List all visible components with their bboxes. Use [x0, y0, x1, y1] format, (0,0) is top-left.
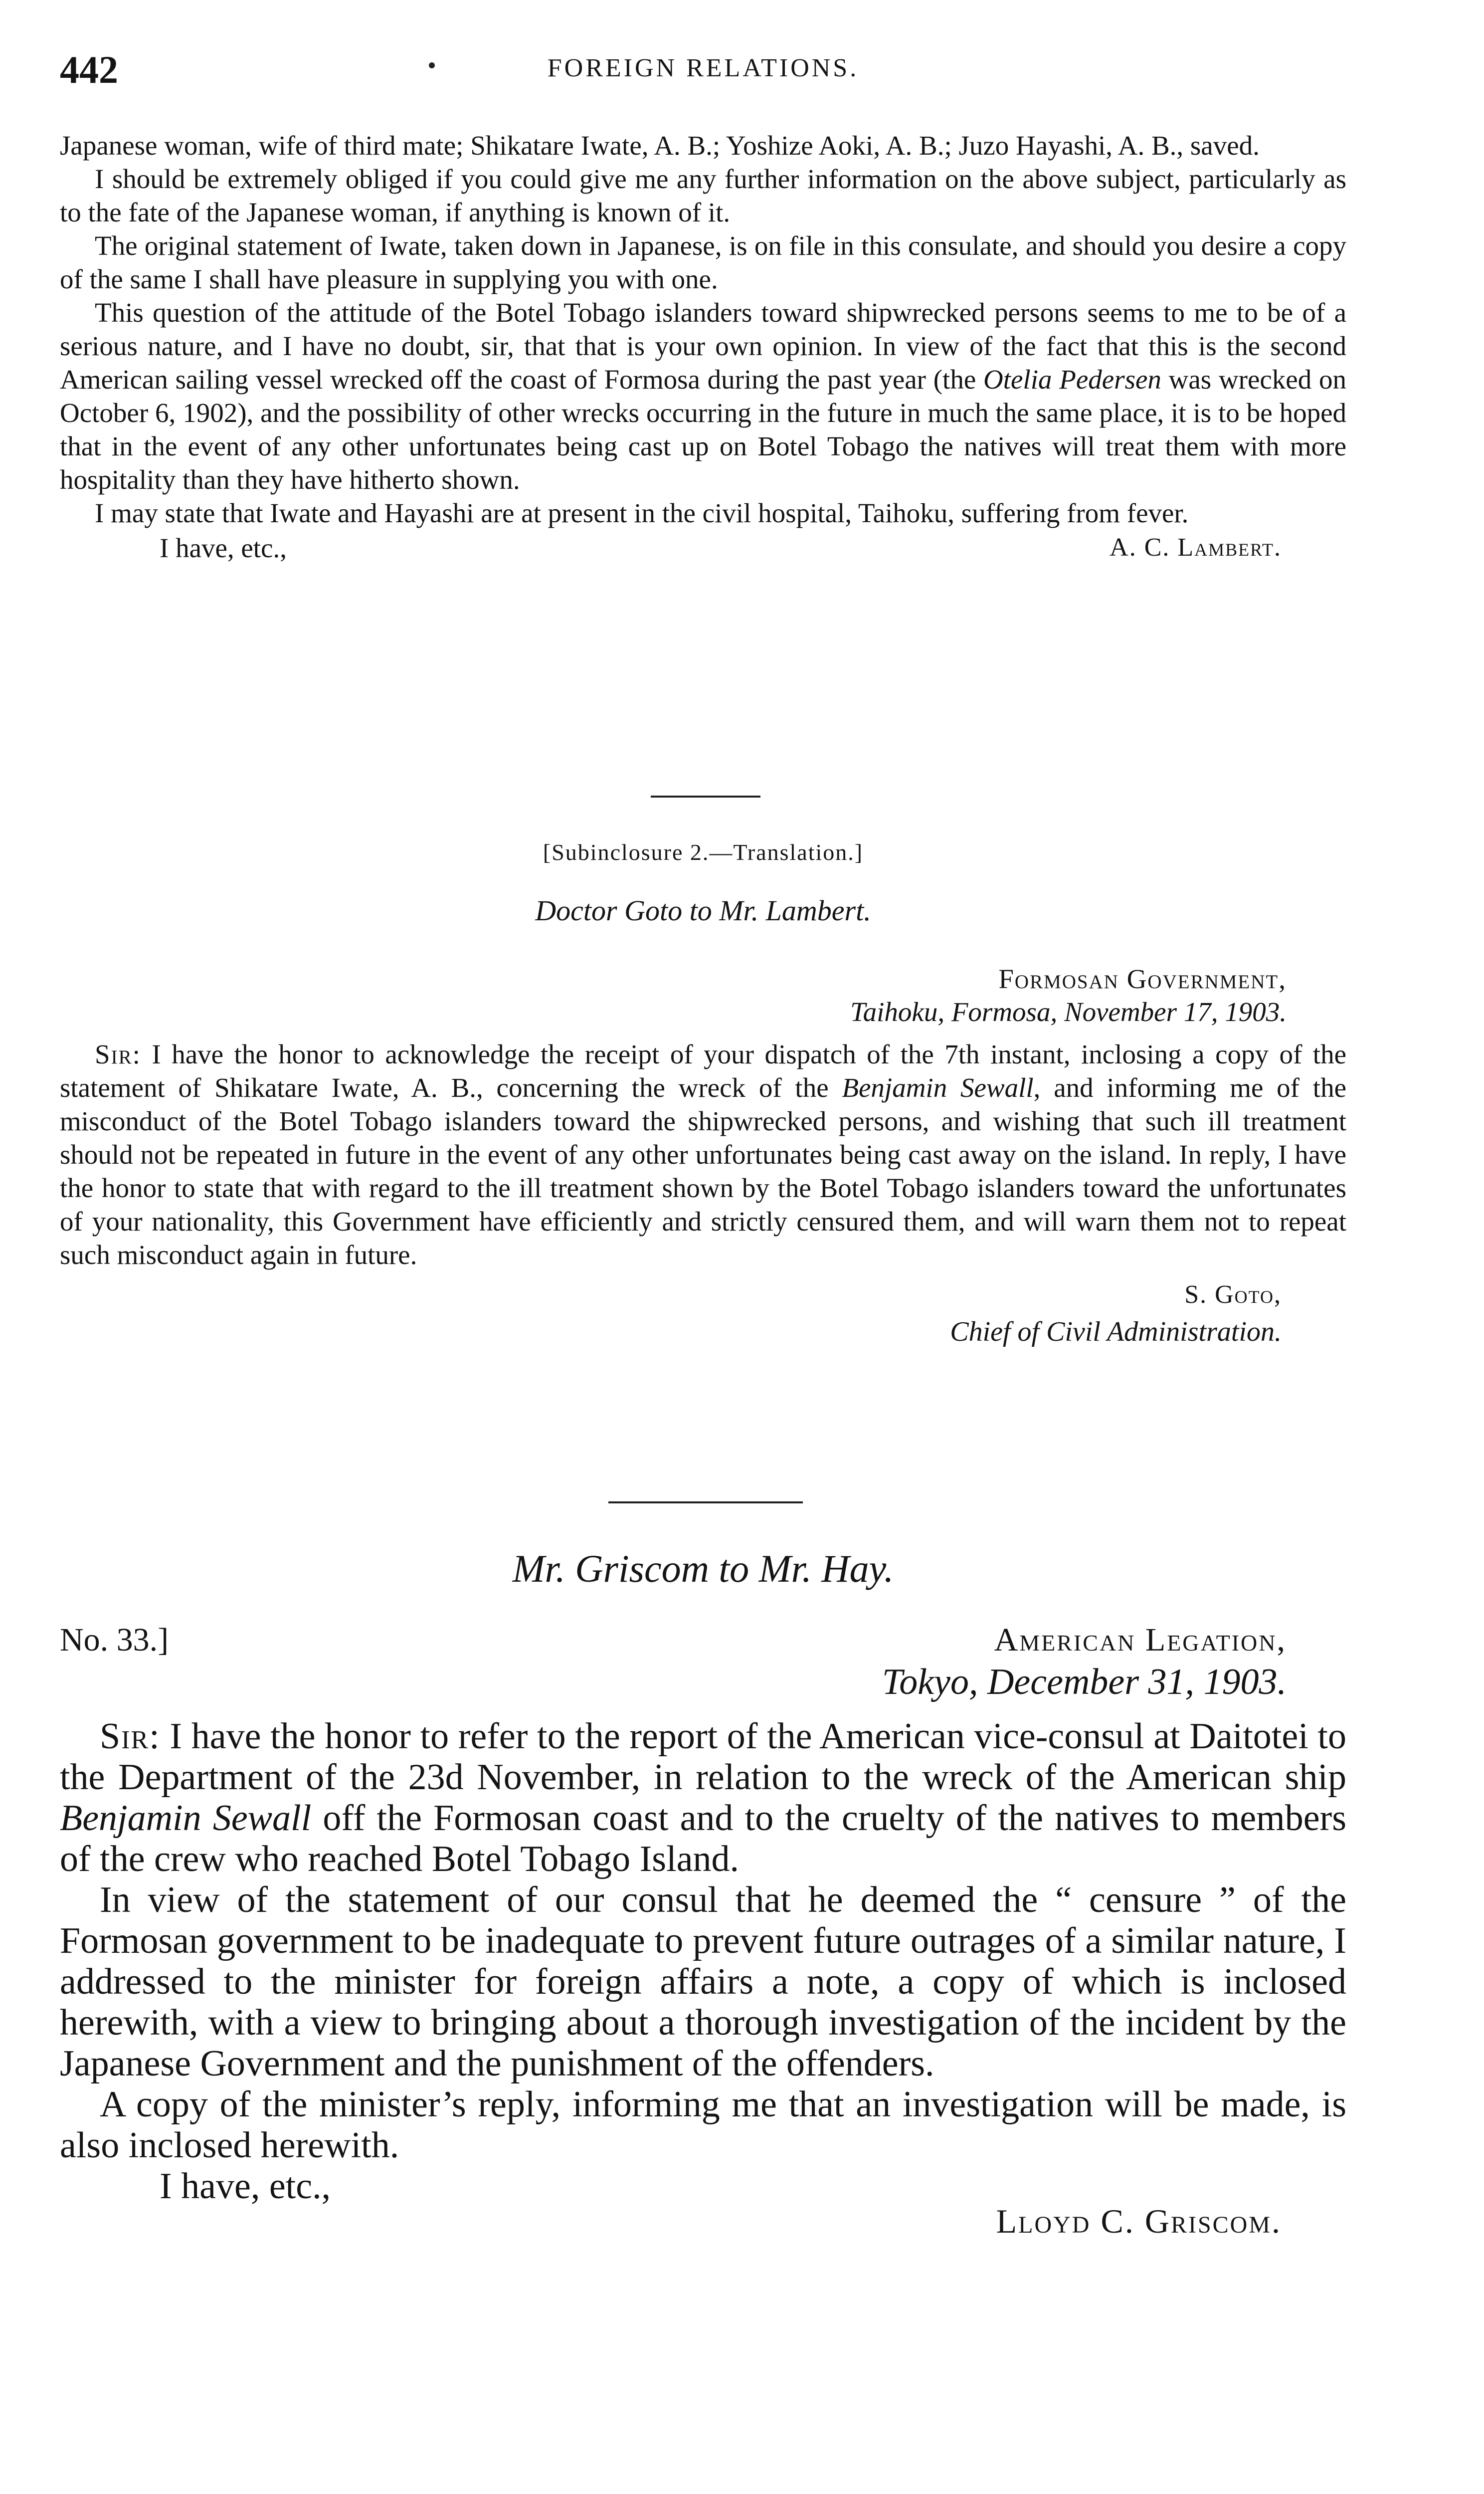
- goto-letter: [60, 1038, 1346, 1350]
- lambert-letter-continuation: [60, 129, 1346, 564]
- divider-rule: [608, 1501, 803, 1503]
- paragraph: I should be extremely obliged if you could give me any further information on the above subject, particularly as to the fate of the Japanese woman, if anything is known of it.: [60, 164, 1346, 227]
- running-title: FOREIGN RELATIONS.: [547, 54, 859, 82]
- document-page: [60, 0, 1346, 2494]
- ship-name: Benjamin Sewall: [842, 1072, 1034, 1103]
- paragraph: I may state that Iwate and Hayashi are at present in the civil hospital, Taihoku, suffering from fever.: [95, 498, 1189, 528]
- signature-name: S. Goto,: [1184, 1280, 1282, 1309]
- salutation: Sir:: [100, 1716, 161, 1757]
- salutation: Sir:: [95, 1039, 141, 1069]
- ship-name: Benjamin Sewall: [60, 1798, 312, 1839]
- legation-name: American Legation,: [994, 1622, 1287, 1658]
- paragraph: Japanese woman, wife of third mate; Shikatare Iwate, A. B.; Yoshize Aoki, A. B.; Juzo Hayashi, A. B., saved.: [60, 130, 1260, 161]
- dateline-place-date: Tokyo, December 31, 1903.: [882, 1662, 1287, 1702]
- dateline-goto: [850, 963, 1287, 1029]
- dateline-griscom: [60, 1621, 1346, 1666]
- signature-griscom: Lloyd C. Griscom.: [996, 2202, 1282, 2240]
- signature-goto: [60, 1276, 1346, 1350]
- dispatch-number: No. 33.]: [60, 1622, 169, 1658]
- closing-lambert: I have, etc.,: [160, 533, 287, 563]
- subinclosure-label: [Subinclosure 2.—Translation.]: [543, 839, 864, 865]
- letter-heading-griscom: Mr. Griscom to Mr. Hay.: [512, 1547, 894, 1590]
- signature-title: Chief of Civil Administration.: [950, 1316, 1282, 1347]
- closing-griscom: I have, etc.,: [160, 2166, 331, 2207]
- signature-lambert: A. C. Lambert.: [1110, 533, 1282, 562]
- dateline-office: Formosan Government,: [998, 964, 1287, 994]
- page-number: 442: [60, 48, 118, 91]
- letter-heading-goto: Doctor Goto to Mr. Lambert.: [535, 894, 871, 927]
- ship-name: Otelia Pedersen: [983, 364, 1161, 395]
- running-head: [60, 47, 1346, 97]
- paragraph: In view of the statement of our consul that he deemed the “ censure ” of the Formosan government to be inadequate to prevent future outrages of a similar nature, I addressed to the minister for foreign affairs a note, a copy of which is inclosed herewith, with a view to bringing about a thorough investigation of the incident by the Japanese Government and the punishment of the offenders.: [60, 1879, 1346, 2084]
- paragraph: A copy of the minister’s reply, informing me that an investigation will be made, is also inclosed herewith.: [60, 2084, 1346, 2166]
- paragraph: Sir: I have the honor to refer to the report of the American vice-consul at Daitotei to the Department of the 23d November, in relation to the wreck of the American ship Benjamin Sewall off the Formosan coast and to the cruelty of the natives to members of the crew who reached Botel Tobago Island.: [60, 1716, 1346, 1879]
- dateline-place-date: Taihoku, Formosa, November 17, 1903.: [850, 997, 1287, 1027]
- paragraph: The original statement of Iwate, taken down in Japanese, is on file in this consulate, and should you desire a copy of the same I shall have pleasure in supplying you with one.: [60, 230, 1346, 294]
- paragraph: This question of the attitude of the Botel Tobago islanders toward shipwrecked persons seems to me to be of a serious nature, and I have no doubt, sir, that that is your own opinion. In view of the fact that this is the second American sailing vessel wrecked off the coast of Formosa during the past year (the Otelia Pedersen was wrecked on October 6, 1902), and the possibility of other wrecks occurring in the future in much the same place, it is to be hoped that in the event of any other unfortunates being cast up on Botel Tobago the natives will treat them with more hospitality than they have hitherto shown.: [60, 297, 1346, 495]
- divider-rule: [651, 796, 760, 798]
- paragraph: Sir: I have the honor to acknowledge the receipt of your dispatch of the 7th instant, inclosing a copy of the statement of Shikatare Iwate, A. B., concerning the wreck of the Benjamin Sewall, and informing me of the misconduct of the Botel Tobago islanders toward the shipwrecked persons, and wishing that such ill treatment should not be repeated in future in the event of any other unfortunates being cast away on the island. In reply, I have the honor to state that with regard to the ill treatment shown by the Botel Tobago islanders toward the unfortunates of your nationality, this Government have efficiently and strictly censured them, and will warn them not to repeat such misconduct again in future.: [60, 1039, 1346, 1270]
- griscom-letter: [60, 1716, 1346, 2241]
